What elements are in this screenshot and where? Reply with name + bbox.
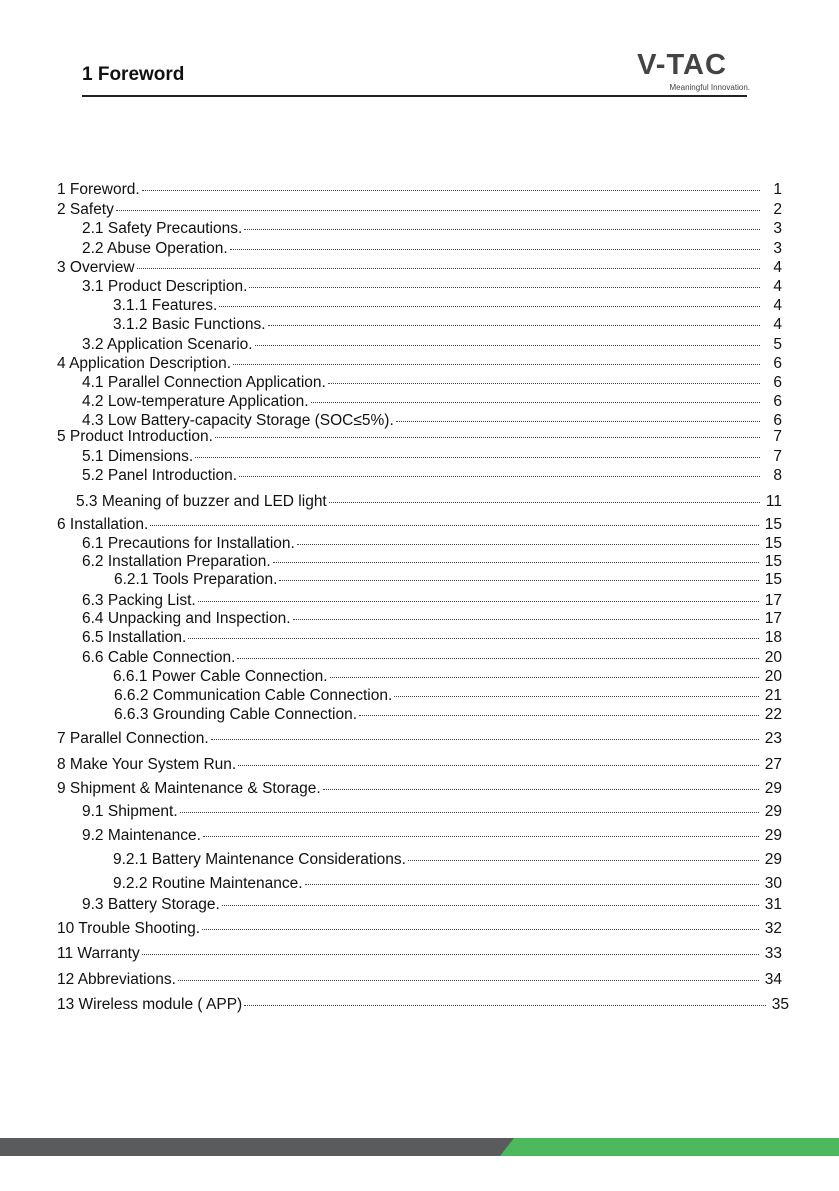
toc-entry-title: 6.6.2 Communication Cable Connection. bbox=[114, 687, 393, 704]
toc-entry-title: 7 Parallel Connection. bbox=[57, 730, 209, 747]
toc-entry[interactable] bbox=[82, 393, 782, 413]
toc-entry-title: 3.2 Application Scenario. bbox=[82, 336, 253, 353]
toc-entry-page: 29 bbox=[764, 803, 782, 820]
toc-leader bbox=[230, 249, 760, 250]
toc-leader bbox=[142, 190, 760, 191]
toc-entry-page: 4 bbox=[773, 278, 782, 295]
toc-entry[interactable] bbox=[82, 448, 782, 468]
toc-leader bbox=[239, 476, 760, 477]
toc-leader bbox=[329, 502, 760, 503]
toc-leader bbox=[116, 210, 760, 211]
toc-leader bbox=[244, 1005, 766, 1006]
toc-entry-title: 8 Make Your System Run. bbox=[57, 756, 237, 773]
toc-entry-page: 4 bbox=[773, 259, 782, 276]
toc-leader bbox=[359, 715, 759, 716]
toc-entry-title: 4.2 Low-temperature Application. bbox=[82, 393, 309, 410]
toc-entry-page: 18 bbox=[764, 629, 782, 646]
toc-leader bbox=[293, 619, 759, 620]
toc-entry-page: 6 bbox=[773, 412, 782, 429]
toc-entry-page: 8 bbox=[773, 467, 782, 484]
toc-entry-page: 22 bbox=[764, 706, 782, 723]
toc-leader bbox=[219, 306, 760, 307]
toc-entry[interactable] bbox=[82, 592, 782, 612]
toc-entry-page: 15 bbox=[764, 553, 782, 570]
toc-entry-page: 27 bbox=[764, 756, 782, 773]
toc-entry-page: 20 bbox=[764, 668, 782, 685]
footer-bar-green bbox=[500, 1138, 839, 1156]
toc-entry-page: 23 bbox=[764, 730, 782, 747]
toc-entry-page: 2 bbox=[773, 201, 782, 218]
toc-leader bbox=[203, 836, 759, 837]
toc-leader bbox=[330, 677, 759, 678]
logo-wordmark: V-TAC bbox=[637, 49, 727, 81]
toc-leader bbox=[394, 696, 758, 697]
toc-entry[interactable] bbox=[57, 355, 782, 375]
toc-entry[interactable] bbox=[114, 687, 782, 707]
toc-entry-page: 11 bbox=[765, 493, 782, 510]
toc-leader bbox=[323, 789, 759, 790]
toc-entry-title: 3.1.2 Basic Functions. bbox=[113, 316, 266, 333]
toc-entry-page: 7 bbox=[773, 428, 782, 445]
toc-entry[interactable] bbox=[82, 374, 782, 394]
toc-entry-page: 33 bbox=[764, 945, 782, 962]
toc-entry[interactable] bbox=[82, 610, 782, 630]
toc-leader bbox=[215, 437, 760, 438]
toc-entry-title: 6.2 Installation Preparation. bbox=[82, 553, 271, 570]
toc-entry[interactable] bbox=[57, 428, 782, 448]
toc-leader bbox=[408, 860, 759, 861]
toc-entry-title: 5.3 Meaning of buzzer and LED light bbox=[76, 493, 327, 510]
toc-entry[interactable] bbox=[82, 896, 782, 916]
header-divider bbox=[82, 95, 747, 97]
toc-entry[interactable] bbox=[114, 571, 782, 591]
toc-leader bbox=[255, 345, 760, 346]
toc-entry-title: 2.1 Safety Precautions. bbox=[82, 220, 243, 237]
toc-entry-page: 35 bbox=[771, 996, 789, 1013]
toc-entry-page: 29 bbox=[764, 827, 782, 844]
toc-entry-page: 17 bbox=[764, 610, 782, 627]
toc-entry-title: 10 Trouble Shooting. bbox=[57, 920, 201, 937]
toc-leader bbox=[178, 980, 759, 981]
toc-entry[interactable] bbox=[82, 553, 782, 573]
toc-entry-title: 6.1 Precautions for Installation. bbox=[82, 535, 295, 552]
toc-entry-page: 6 bbox=[773, 355, 782, 372]
toc-entry[interactable] bbox=[57, 181, 782, 201]
toc-entry-title: 6.6.3 Grounding Cable Connection. bbox=[114, 706, 357, 723]
toc-entry-page: 30 bbox=[764, 875, 782, 892]
toc-entry[interactable] bbox=[57, 920, 782, 940]
toc-entry[interactable] bbox=[114, 706, 782, 726]
toc-entry-page: 29 bbox=[764, 780, 782, 797]
toc-leader bbox=[222, 905, 759, 906]
toc-entry[interactable] bbox=[113, 668, 782, 688]
toc-entry-title: 9.2 Maintenance. bbox=[82, 827, 201, 844]
toc-entry-title: 3.1 Product Description. bbox=[82, 278, 248, 295]
toc-entry-page: 21 bbox=[764, 687, 782, 704]
logo-tagline: Meaningful Innovation. bbox=[669, 83, 750, 92]
toc-leader bbox=[202, 929, 759, 930]
toc-entry-page: 6 bbox=[773, 393, 782, 410]
toc-entry[interactable] bbox=[57, 996, 789, 1016]
toc-entry[interactable] bbox=[82, 827, 782, 847]
toc-entry[interactable] bbox=[82, 336, 782, 356]
toc-entry-page: 4 bbox=[773, 316, 782, 333]
toc-entry[interactable] bbox=[82, 467, 782, 487]
toc-entry-title: 2.2 Abuse Operation. bbox=[82, 240, 228, 257]
toc-entry-title: 13 Wireless module ( APP) bbox=[57, 996, 243, 1013]
toc-entry-title: 6.5 Installation. bbox=[82, 629, 187, 646]
toc-entry-page: 15 bbox=[764, 516, 782, 533]
toc-entry[interactable] bbox=[57, 259, 782, 279]
toc-entry[interactable] bbox=[82, 629, 782, 649]
toc-entry-page: 17 bbox=[764, 592, 782, 609]
toc-entry-page: 31 bbox=[764, 896, 782, 913]
toc-entry[interactable] bbox=[57, 756, 782, 776]
toc-leader bbox=[311, 402, 760, 403]
toc-entry-page: 15 bbox=[764, 535, 782, 552]
toc-entry[interactable] bbox=[113, 851, 782, 871]
toc-entry-title: 9.3 Battery Storage. bbox=[82, 896, 220, 913]
toc-entry[interactable] bbox=[57, 971, 782, 991]
toc-entry[interactable] bbox=[113, 316, 782, 336]
toc-entry-title: 5.1 Dimensions. bbox=[82, 448, 194, 465]
toc-entry[interactable] bbox=[82, 240, 782, 260]
toc-entry-title: 4.1 Parallel Connection Application. bbox=[82, 374, 326, 391]
toc-leader bbox=[297, 544, 759, 545]
toc-entry-title: 3.1.1 Features. bbox=[113, 297, 218, 314]
toc-entry-title: 9.2.2 Routine Maintenance. bbox=[113, 875, 303, 892]
toc-entry-page: 6 bbox=[773, 374, 782, 391]
toc-entry-title: 11 Warranty bbox=[57, 945, 140, 962]
toc-entry[interactable] bbox=[57, 201, 782, 221]
vtac-logo bbox=[612, 44, 752, 94]
toc-entry-page: 5 bbox=[773, 336, 782, 353]
toc-leader bbox=[233, 364, 760, 365]
toc-entry[interactable] bbox=[82, 220, 782, 240]
toc-leader bbox=[249, 287, 760, 288]
toc-leader bbox=[268, 325, 761, 326]
toc-entry-title: 9.2.1 Battery Maintenance Considerations. bbox=[113, 851, 406, 868]
toc-leader bbox=[237, 658, 758, 659]
toc-entry-title: 1 Foreword. bbox=[57, 181, 140, 198]
toc-leader bbox=[305, 884, 759, 885]
toc-leader bbox=[180, 812, 759, 813]
toc-leader bbox=[328, 383, 760, 384]
toc-entry-title: 6.4 Unpacking and Inspection. bbox=[82, 610, 291, 627]
toc-entry-title: 6.6 Cable Connection. bbox=[82, 649, 236, 666]
toc-leader bbox=[279, 580, 758, 581]
toc-entry-page: 20 bbox=[764, 649, 782, 666]
toc-leader bbox=[238, 765, 759, 766]
toc-entry-page: 4 bbox=[773, 297, 782, 314]
toc-entry[interactable] bbox=[82, 649, 782, 669]
toc-entry[interactable] bbox=[82, 278, 782, 298]
toc-entry-page: 3 bbox=[773, 220, 782, 237]
toc-leader bbox=[273, 562, 759, 563]
toc-entry-title: 3 Overview bbox=[57, 259, 135, 276]
toc-entry[interactable] bbox=[113, 875, 782, 895]
toc-entry[interactable] bbox=[82, 535, 782, 555]
toc-leader bbox=[188, 638, 758, 639]
page-title: 1 Foreword bbox=[82, 64, 185, 85]
toc-entry-title: 6 Installation. bbox=[57, 516, 149, 533]
toc-entry[interactable] bbox=[76, 493, 782, 513]
toc-entry-title: 12 Abbreviations. bbox=[57, 971, 176, 988]
toc-entry-page: 1 bbox=[773, 181, 782, 198]
toc-entry-title: 4.3 Low Battery-capacity Storage (SOC≤5%). bbox=[82, 412, 394, 429]
toc-leader bbox=[150, 525, 758, 526]
toc-entry-title: 6.2.1 Tools Preparation. bbox=[114, 571, 278, 588]
toc-entry[interactable] bbox=[82, 803, 782, 823]
toc-entry-page: 32 bbox=[764, 920, 782, 937]
toc-entry-title: 6.6.1 Power Cable Connection. bbox=[113, 668, 328, 685]
toc-leader bbox=[195, 457, 760, 458]
toc-leader bbox=[244, 229, 760, 230]
toc-entry[interactable] bbox=[57, 516, 782, 536]
toc-entry-title: 9.1 Shipment. bbox=[82, 803, 178, 820]
toc-entry-page: 15 bbox=[764, 571, 782, 588]
toc-entry-page: 3 bbox=[773, 240, 782, 257]
toc-entry-title: 2 Safety bbox=[57, 201, 114, 218]
toc-entry[interactable] bbox=[57, 730, 782, 750]
toc-leader bbox=[211, 739, 759, 740]
toc-entry-title: 5.2 Panel Introduction. bbox=[82, 467, 238, 484]
toc-entry-title: 4 Application Description. bbox=[57, 355, 232, 372]
toc-entry-page: 29 bbox=[764, 851, 782, 868]
toc-entry-page: 34 bbox=[764, 971, 782, 988]
toc-entry[interactable] bbox=[113, 297, 782, 317]
toc-leader bbox=[142, 954, 759, 955]
toc-entry-title: 5 Product Introduction. bbox=[57, 428, 213, 445]
toc-leader bbox=[137, 268, 760, 269]
toc-entry-title: 9 Shipment & Maintenance & Storage. bbox=[57, 780, 321, 797]
toc-leader bbox=[198, 601, 759, 602]
toc-entry-page: 7 bbox=[773, 448, 782, 465]
toc-leader bbox=[396, 421, 760, 422]
toc-entry[interactable] bbox=[57, 780, 782, 800]
toc-entry[interactable] bbox=[57, 945, 782, 965]
toc-entry-title: 6.3 Packing List. bbox=[82, 592, 196, 609]
